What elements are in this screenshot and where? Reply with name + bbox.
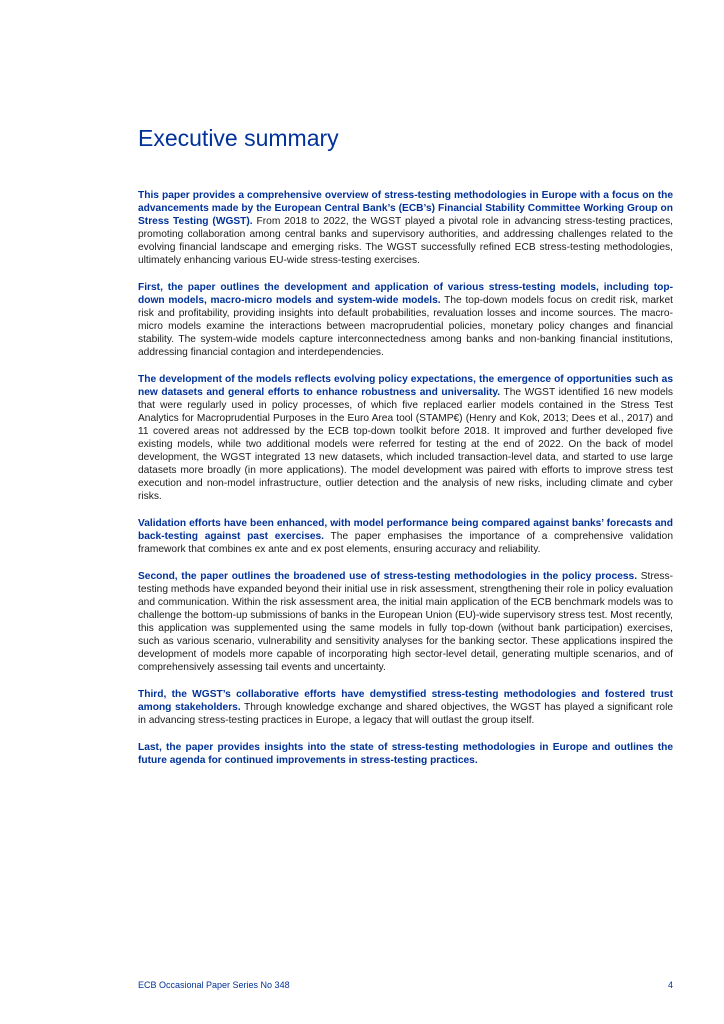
- paragraph-text: From 2018 to 2022, the WGST played a pivotal role in advancing stress-testing practices, promoting collaboration among central banks and supervisory authorities, and addressing challenges related to the evolving financial landscape and emerging risks. The WGST successfully refined ECB stress-testing methodologies, ultimately enhancing various EU-wide stress-testing exercises.: [138, 216, 673, 266]
- paragraph-lead: The development of the models reflects evolving policy expectations, the emergence of opportunities such as new datasets and general efforts to enhance robustness and universality.: [138, 374, 673, 398]
- paragraph-text: The top-down models focus on credit risk, market risk and profitability, providing insights into default probabilities, revaluation losses and income sources. The macro-micro models examine the interactions between macroprudential policies, monetary policy changes and financial stability. The system-wide models capture interconnectedness among banks and non-banking financial institutions, addressing financial contagion and interdependencies.: [138, 295, 673, 358]
- paragraph-lead: Last, the paper provides insights into the state of stress-testing methodologies in Europe and outlines the future agenda for continued improvements in stress-testing practices.: [138, 742, 673, 766]
- paragraph-lead: Second, the paper outlines the broadened use of stress-testing methodologies in the policy process.: [138, 571, 638, 582]
- paragraph-validation: [138, 517, 673, 556]
- paragraph-lead: This paper provides a comprehensive overview of stress-testing methodologies in Europe with a focus on the advancements made by the European Central Bank’s (ECB’s) Financial Stability Committee Working Group on Stress Testing (WGST).: [138, 190, 673, 227]
- paragraph-collaboration: [138, 688, 673, 727]
- paragraph-models: [138, 281, 673, 359]
- paragraph-lead: First, the paper outlines the development and application of various stress-testing models, including top-down models, macro-micro models and system-wide models.: [138, 282, 673, 306]
- paragraph-text: The WGST identified 16 new models that were regularly used in policy processes, of which five replaced earlier models contained in the Stress Test Analytics for Macroprudential Purposes in the Euro Area tool (STAMP€) (Henry and Kok, 2013; Dees et al., 2017) and 11 covered areas not addressed by the ECB top-down toolkit before 2018. It improved and further developed five existing models, while two additional models were referred for testing at the end of 2022. On the back of model development, the WGST integrated 13 new datasets, which included transaction-level data, and started to use large datasets more broadly (in more applications). The model development was paired with efforts to improve stress test execution and non-model infrastructure, outlier detection and the analysis of new risks, including climate and cyber risks.: [138, 387, 673, 502]
- paragraph-text: Stress-testing methods have expanded beyond their initial use in risk assessment, strengthening their role in policy evaluation and communication. Within the risk assessment area, the initial main application of the ECB benchmark models was to challenge the bottom-up submissions of banks in the European Union (EU)-wide supervisory stress test. Most recently, this application was supplemented using the same models in fully top-down (without bank participation) exercises, such as various scenario, vulnerability and sensitivity analyses for the banking sector. These applications inspired the development of models more capable of incorporating high sector-level detail, generating multiple scenarios, and of comprehensively assessing tail events and uncertainty.: [138, 571, 673, 673]
- page-title: Executive summary: [138, 125, 339, 151]
- paragraph-text: Through knowledge exchange and shared objectives, the WGST has played a significant role in advancing stress-testing practices in Europe, a legacy that will outlast the group itself.: [138, 702, 673, 726]
- paragraph-lead: Validation efforts have been enhanced, with model performance being compared against banks’ forecasts and back-testing against past exercises.: [138, 518, 673, 542]
- paragraph-future-agenda: [138, 741, 673, 767]
- footer-series-title: ECB Occasional Paper Series No 348: [138, 980, 290, 990]
- paragraph-model-development: [138, 373, 673, 503]
- paragraph-overview: [138, 189, 673, 267]
- executive-summary-body: [138, 189, 673, 781]
- paragraph-text: The paper emphasises the importance of a comprehensive validation framework that combines ex ante and ex post elements, ensuring accuracy and reliability.: [138, 531, 674, 555]
- paragraph-policy-process: [138, 570, 673, 674]
- footer-page-number: 4: [667, 980, 673, 990]
- paragraph-lead: Third, the WGST’s collaborative efforts have demystified stress-testing methodologies and fostered trust among stakeholders.: [138, 689, 673, 713]
